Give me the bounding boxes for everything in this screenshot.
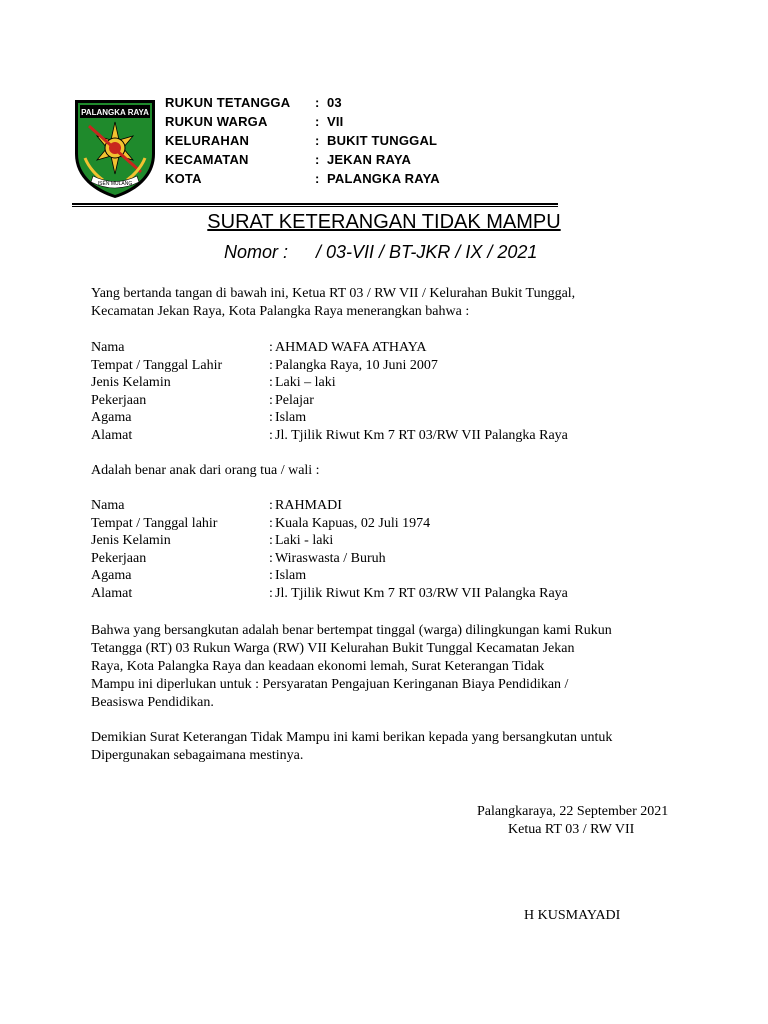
subject-colon: :: [269, 375, 273, 391]
subject-value: Pelajar: [275, 392, 314, 408]
statement-line: Beasiswa Pendidikan.: [91, 695, 214, 710]
logo-text: PALANGKA RAYA: [81, 108, 149, 117]
letter-title: SURAT KETERANGAN TIDAK MAMPU: [207, 211, 561, 233]
letterhead-colon: :: [315, 133, 320, 148]
letterhead-value: 03: [327, 95, 342, 110]
letterhead-colon: :: [315, 95, 320, 110]
guardian-colon: :: [269, 515, 273, 531]
intro-paragraph: [91, 285, 575, 321]
letterhead-colon: :: [315, 171, 320, 186]
letterhead-colon: :: [315, 152, 320, 167]
letterhead-value: BUKIT TUNGGAL: [327, 133, 438, 148]
header-rule-thin: [72, 206, 558, 207]
signature-position: Ketua RT 03 / RW VII: [508, 822, 635, 837]
intro-line: Kecamatan Jekan Raya, Kota Palangka Raya menerangkan bahwa :: [91, 304, 470, 319]
guardian-label: Alamat: [91, 585, 133, 601]
guardian-label: Agama: [91, 568, 132, 584]
letterhead-value: PALANGKA RAYA: [327, 171, 440, 186]
subject-colon: :: [269, 410, 273, 426]
statement-line: Tetangga (RT) 03 Rukun Warga (RW) VII Kelurahan Bukit Tunggal Kecamatan Jekan: [91, 641, 575, 656]
subject-value: Jl. Tjilik Riwut Km 7 RT 03/RW VII Palangka Raya: [275, 427, 568, 443]
guardian-colon: :: [269, 498, 273, 513]
letterhead-value: JEKAN RAYA: [327, 152, 412, 167]
signature-name: H KUSMAYADI: [524, 908, 621, 923]
guardian-label: Jenis Kelamin: [91, 533, 171, 549]
subject-colon: :: [269, 340, 273, 355]
statement-line: Mampu ini diperlukan untuk : Persyaratan Pengajuan Keringanan Biaya Pendidikan /: [91, 677, 569, 692]
header-rule-thick: [72, 203, 558, 205]
closing-paragraph: [91, 729, 612, 765]
guardian-label: Nama: [91, 498, 125, 513]
subject-value: Islam: [275, 410, 307, 426]
letterhead-label: KOTA: [165, 171, 202, 186]
signature-place-date: Palangkaraya, 22 September 2021: [477, 804, 669, 819]
subject-label: Pekerjaan: [91, 392, 147, 408]
guardian-intro: Adalah benar anak dari orang tua / wali :: [91, 463, 320, 478]
subject-label: Alamat: [91, 427, 133, 443]
subject-label: Tempat / Tanggal Lahir: [91, 357, 223, 373]
guardian-value: Islam: [275, 568, 307, 584]
guardian-colon: :: [269, 533, 273, 549]
guardian-value: RAHMADI: [275, 498, 342, 513]
guardian-label: Pekerjaan: [91, 550, 147, 566]
letterhead-value: VII: [327, 114, 344, 129]
guardian-value: Laki - laki: [275, 533, 334, 549]
statement-line: Raya, Kota Palangka Raya dan keadaan ekonomi lemah, Surat Keterangan Tidak: [91, 659, 545, 674]
subject-value: AHMAD WAFA ATHAYA: [275, 340, 427, 355]
intro-line: Yang bertanda tangan di bawah ini, Ketua RT 03 / RW VII / Kelurahan Bukit Tunggal,: [91, 286, 576, 301]
letterhead-label: KELURAHAN: [165, 133, 250, 148]
letter-number-label: Nomor :: [224, 242, 289, 262]
letterhead-label: RUKUN WARGA: [165, 114, 268, 129]
closing-line: Dipergunakan sebagaimana mestinya.: [91, 748, 304, 763]
statement-line: Bahwa yang bersangkutan adalah benar bertempat tinggal (warga) dilingkungan kami Rukun: [91, 623, 612, 638]
closing-line: Demikian Surat Keterangan Tidak Mampu ini kami berikan kepada yang bersangkutan untuk: [91, 730, 613, 745]
subject-value: Palangka Raya, 10 Juni 2007: [275, 357, 438, 373]
statement-paragraph: [91, 622, 612, 712]
subject-colon: :: [269, 392, 273, 408]
guardian-colon: :: [269, 550, 273, 566]
letterhead-colon: :: [315, 114, 320, 129]
guardian-colon: :: [269, 585, 273, 601]
guardian-value: Kuala Kapuas, 02 Juli 1974: [275, 515, 431, 531]
letter-number-value: / 03-VII / BT-JKR / IX / 2021: [316, 242, 538, 262]
letter-number: [224, 239, 537, 265]
subject-label: Nama: [91, 340, 125, 355]
guardian-label: Tempat / Tanggal lahir: [91, 515, 218, 531]
subject-label: Agama: [91, 410, 132, 426]
subject-colon: :: [269, 357, 273, 373]
guardian-value: Wiraswasta / Buruh: [275, 550, 386, 566]
subject-label: Jenis Kelamin: [91, 375, 171, 391]
letterhead-label: KECAMATAN: [165, 152, 249, 167]
guardian-colon: :: [269, 568, 273, 584]
palangka-raya-emblem: [71, 96, 159, 200]
subject-value: Laki – laki: [275, 375, 336, 391]
subject-colon: :: [269, 427, 273, 443]
guardian-value: Jl. Tjilik Riwut Km 7 RT 03/RW VII Palangka Raya: [275, 585, 568, 601]
logo-banner: ISEN MULANG: [97, 181, 133, 187]
letterhead-label: RUKUN TETANGGA: [165, 95, 291, 110]
